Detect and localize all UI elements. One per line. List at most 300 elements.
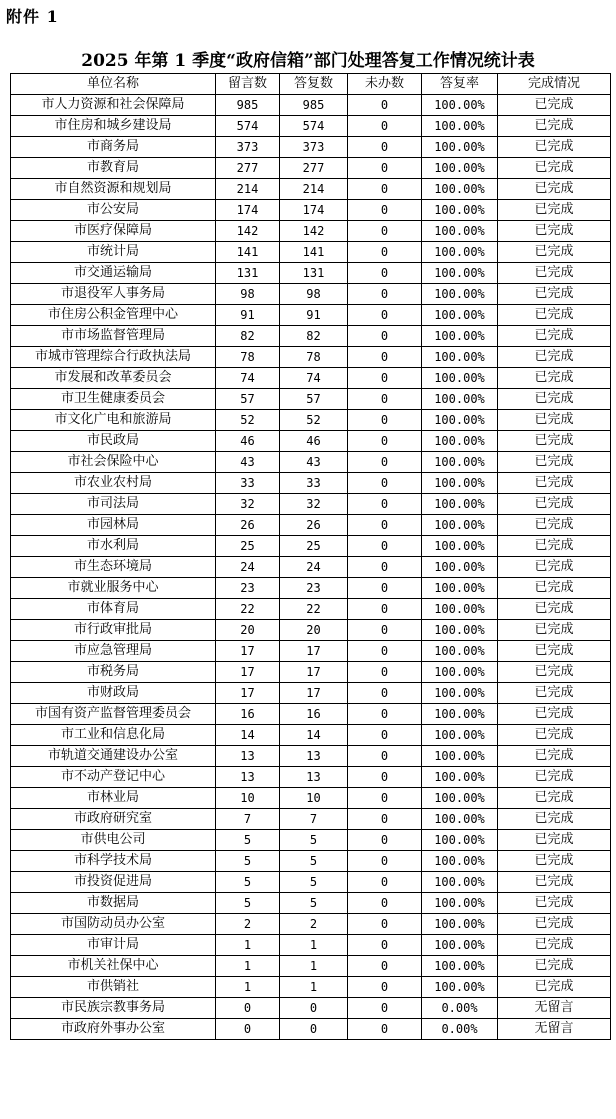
reply-count-cell: 1 [280,977,348,998]
message-count-cell: 574 [216,116,280,137]
pending-count-cell: 0 [348,998,422,1019]
completion-status-cell: 已完成 [498,683,611,704]
reply-rate-cell: 100.00% [422,263,498,284]
message-count-cell: 20 [216,620,280,641]
unit-name-cell: 市司法局 [11,494,216,515]
header-unit-name: 单位名称 [11,74,216,95]
pending-count-cell: 0 [348,641,422,662]
document-title: 2025 年第 1 季度“政府信箱”部门处理答复工作情况统计表 [81,51,535,71]
reply-count-cell: 91 [280,305,348,326]
pending-count-cell: 0 [348,956,422,977]
message-count-cell: 23 [216,578,280,599]
header-completion-status: 完成情况 [498,74,611,95]
reply-count-cell: 5 [280,893,348,914]
table-row [11,641,611,662]
pending-count-cell: 0 [348,284,422,305]
unit-name-cell: 市就业服务中心 [11,578,216,599]
completion-status-cell: 已完成 [498,137,611,158]
reply-rate-cell: 100.00% [422,389,498,410]
unit-name-cell: 市审计局 [11,935,216,956]
completion-status-cell: 已完成 [498,326,611,347]
pending-count-cell: 0 [348,242,422,263]
table-row [11,368,611,389]
table-row [11,683,611,704]
completion-status-cell: 已完成 [498,179,611,200]
reply-rate-cell: 100.00% [422,977,498,998]
table-row [11,137,611,158]
reply-rate-cell: 100.00% [422,368,498,389]
unit-name-cell: 市税务局 [11,662,216,683]
table-row [11,389,611,410]
message-count-cell: 82 [216,326,280,347]
table-row [11,662,611,683]
pending-count-cell: 0 [348,872,422,893]
message-count-cell: 0 [216,998,280,1019]
table-row [11,578,611,599]
statistics-table [10,73,611,1040]
unit-name-cell: 市生态环境局 [11,557,216,578]
message-count-cell: 17 [216,662,280,683]
reply-rate-cell: 100.00% [422,914,498,935]
message-count-cell: 1 [216,956,280,977]
completion-status-cell: 无留言 [498,998,611,1019]
completion-status-cell: 已完成 [498,725,611,746]
table-row [11,788,611,809]
message-count-cell: 373 [216,137,280,158]
pending-count-cell: 0 [348,494,422,515]
table-row [11,599,611,620]
completion-status-cell: 已完成 [498,935,611,956]
pending-count-cell: 0 [348,620,422,641]
unit-name-cell: 市民政局 [11,431,216,452]
message-count-cell: 98 [216,284,280,305]
completion-status-cell: 已完成 [498,767,611,788]
unit-name-cell: 市应急管理局 [11,641,216,662]
completion-status-cell: 已完成 [498,578,611,599]
message-count-cell: 5 [216,830,280,851]
table-row [11,158,611,179]
reply-count-cell: 78 [280,347,348,368]
message-count-cell: 32 [216,494,280,515]
completion-status-cell: 已完成 [498,956,611,977]
completion-status-cell: 已完成 [498,536,611,557]
unit-name-cell: 市工业和信息化局 [11,725,216,746]
reply-rate-cell: 100.00% [422,662,498,683]
reply-rate-cell: 100.00% [422,200,498,221]
unit-name-cell: 市财政局 [11,683,216,704]
reply-rate-cell: 100.00% [422,410,498,431]
unit-name-cell: 市体育局 [11,599,216,620]
unit-name-cell: 市投资促进局 [11,872,216,893]
reply-rate-cell: 100.00% [422,935,498,956]
message-count-cell: 1 [216,977,280,998]
unit-name-cell: 市政府研究室 [11,809,216,830]
pending-count-cell: 0 [348,368,422,389]
pending-count-cell: 0 [348,158,422,179]
pending-count-cell: 0 [348,95,422,116]
table-row [11,536,611,557]
message-count-cell: 142 [216,221,280,242]
table-row [11,494,611,515]
completion-status-cell: 无留言 [498,1019,611,1040]
completion-status-cell: 已完成 [498,410,611,431]
reply-count-cell: 17 [280,683,348,704]
completion-status-cell: 已完成 [498,368,611,389]
reply-rate-cell: 100.00% [422,515,498,536]
message-count-cell: 57 [216,389,280,410]
completion-status-cell: 已完成 [498,221,611,242]
unit-name-cell: 市城市管理综合行政执法局 [11,347,216,368]
table-row [11,935,611,956]
reply-rate-cell: 0.00% [422,998,498,1019]
message-count-cell: 25 [216,536,280,557]
message-count-cell: 24 [216,557,280,578]
reply-rate-cell: 100.00% [422,116,498,137]
completion-status-cell: 已完成 [498,809,611,830]
completion-status-cell: 已完成 [498,620,611,641]
message-count-cell: 16 [216,704,280,725]
pending-count-cell: 0 [348,1019,422,1040]
reply-count-cell: 25 [280,536,348,557]
reply-count-cell: 373 [280,137,348,158]
completion-status-cell: 已完成 [498,494,611,515]
unit-name-cell: 市住房和城乡建设局 [11,116,216,137]
pending-count-cell: 0 [348,788,422,809]
pending-count-cell: 0 [348,725,422,746]
pending-count-cell: 0 [348,599,422,620]
header-pending-count: 未办数 [348,74,422,95]
reply-count-cell: 0 [280,998,348,1019]
message-count-cell: 26 [216,515,280,536]
message-count-cell: 10 [216,788,280,809]
reply-count-cell: 20 [280,620,348,641]
reply-rate-cell: 100.00% [422,305,498,326]
completion-status-cell: 已完成 [498,830,611,851]
unit-name-cell: 市医疗保障局 [11,221,216,242]
unit-name-cell: 市卫生健康委员会 [11,389,216,410]
pending-count-cell: 0 [348,452,422,473]
completion-status-cell: 已完成 [498,452,611,473]
completion-status-cell: 已完成 [498,515,611,536]
reply-count-cell: 17 [280,662,348,683]
unit-name-cell: 市国防动员办公室 [11,914,216,935]
pending-count-cell: 0 [348,830,422,851]
pending-count-cell: 0 [348,767,422,788]
pending-count-cell: 0 [348,536,422,557]
table-row [11,767,611,788]
reply-count-cell: 82 [280,326,348,347]
reply-rate-cell: 100.00% [422,578,498,599]
reply-rate-cell: 100.00% [422,242,498,263]
message-count-cell: 17 [216,641,280,662]
reply-rate-cell: 100.00% [422,704,498,725]
message-count-cell: 46 [216,431,280,452]
reply-count-cell: 7 [280,809,348,830]
table-row [11,452,611,473]
message-count-cell: 214 [216,179,280,200]
table-header-row [11,74,611,95]
message-count-cell: 5 [216,893,280,914]
pending-count-cell: 0 [348,578,422,599]
pending-count-cell: 0 [348,683,422,704]
pending-count-cell: 0 [348,431,422,452]
reply-rate-cell: 100.00% [422,683,498,704]
completion-status-cell: 已完成 [498,893,611,914]
reply-count-cell: 5 [280,872,348,893]
message-count-cell: 5 [216,872,280,893]
reply-count-cell: 57 [280,389,348,410]
completion-status-cell: 已完成 [498,473,611,494]
reply-count-cell: 43 [280,452,348,473]
unit-name-cell: 市数据局 [11,893,216,914]
reply-rate-cell: 100.00% [422,746,498,767]
unit-name-cell: 市水利局 [11,536,216,557]
unit-name-cell: 市发展和改革委员会 [11,368,216,389]
unit-name-cell: 市农业农村局 [11,473,216,494]
message-count-cell: 1 [216,935,280,956]
message-count-cell: 141 [216,242,280,263]
completion-status-cell: 已完成 [498,431,611,452]
reply-rate-cell: 100.00% [422,431,498,452]
pending-count-cell: 0 [348,137,422,158]
reply-count-cell: 13 [280,746,348,767]
reply-rate-cell: 100.00% [422,536,498,557]
message-count-cell: 14 [216,725,280,746]
reply-rate-cell: 100.00% [422,137,498,158]
reply-count-cell: 98 [280,284,348,305]
reply-count-cell: 277 [280,158,348,179]
completion-status-cell: 已完成 [498,389,611,410]
reply-rate-cell: 100.00% [422,179,498,200]
pending-count-cell: 0 [348,704,422,725]
reply-rate-cell: 100.00% [422,893,498,914]
pending-count-cell: 0 [348,305,422,326]
table-row [11,263,611,284]
reply-count-cell: 13 [280,767,348,788]
message-count-cell: 43 [216,452,280,473]
completion-status-cell: 已完成 [498,872,611,893]
completion-status-cell: 已完成 [498,305,611,326]
table-row [11,326,611,347]
reply-count-cell: 1 [280,935,348,956]
table-row [11,893,611,914]
completion-status-cell: 已完成 [498,557,611,578]
completion-status-cell: 已完成 [498,284,611,305]
reply-count-cell: 5 [280,851,348,872]
message-count-cell: 91 [216,305,280,326]
reply-count-cell: 33 [280,473,348,494]
reply-rate-cell: 100.00% [422,851,498,872]
reply-count-cell: 46 [280,431,348,452]
pending-count-cell: 0 [348,326,422,347]
reply-count-cell: 23 [280,578,348,599]
message-count-cell: 74 [216,368,280,389]
unit-name-cell: 市退役军人事务局 [11,284,216,305]
unit-name-cell: 市商务局 [11,137,216,158]
table-row [11,809,611,830]
reply-rate-cell: 0.00% [422,1019,498,1040]
table-row [11,305,611,326]
reply-rate-cell: 100.00% [422,599,498,620]
completion-status-cell: 已完成 [498,662,611,683]
reply-count-cell: 142 [280,221,348,242]
table-row [11,1019,611,1040]
completion-status-cell: 已完成 [498,851,611,872]
completion-status-cell: 已完成 [498,200,611,221]
reply-rate-cell: 100.00% [422,284,498,305]
unit-name-cell: 市轨道交通建设办公室 [11,746,216,767]
table-row [11,830,611,851]
pending-count-cell: 0 [348,746,422,767]
pending-count-cell: 0 [348,263,422,284]
reply-count-cell: 5 [280,830,348,851]
pending-count-cell: 0 [348,977,422,998]
pending-count-cell: 0 [348,935,422,956]
unit-name-cell: 市交通运输局 [11,263,216,284]
table-row [11,872,611,893]
reply-count-cell: 74 [280,368,348,389]
unit-name-cell: 市林业局 [11,788,216,809]
pending-count-cell: 0 [348,200,422,221]
message-count-cell: 13 [216,746,280,767]
pending-count-cell: 0 [348,809,422,830]
reply-count-cell: 214 [280,179,348,200]
table-row [11,704,611,725]
header-reply-count: 答复数 [280,74,348,95]
reply-rate-cell: 100.00% [422,767,498,788]
unit-name-cell: 市行政审批局 [11,620,216,641]
message-count-cell: 13 [216,767,280,788]
table-row [11,620,611,641]
reply-count-cell: 131 [280,263,348,284]
unit-name-cell: 市统计局 [11,242,216,263]
unit-name-cell: 市科学技术局 [11,851,216,872]
message-count-cell: 7 [216,809,280,830]
unit-name-cell: 市不动产登记中心 [11,767,216,788]
pending-count-cell: 0 [348,179,422,200]
reply-rate-cell: 100.00% [422,956,498,977]
table-row [11,557,611,578]
reply-rate-cell: 100.00% [422,641,498,662]
reply-rate-cell: 100.00% [422,620,498,641]
unit-name-cell: 市社会保险中心 [11,452,216,473]
pending-count-cell: 0 [348,557,422,578]
reply-count-cell: 10 [280,788,348,809]
unit-name-cell: 市自然资源和规划局 [11,179,216,200]
pending-count-cell: 0 [348,914,422,935]
message-count-cell: 174 [216,200,280,221]
reply-rate-cell: 100.00% [422,809,498,830]
pending-count-cell: 0 [348,893,422,914]
unit-name-cell: 市机关社保中心 [11,956,216,977]
pending-count-cell: 0 [348,662,422,683]
message-count-cell: 78 [216,347,280,368]
header-message-count: 留言数 [216,74,280,95]
reply-rate-cell: 100.00% [422,494,498,515]
table-row [11,851,611,872]
reply-count-cell: 22 [280,599,348,620]
table-row [11,95,611,116]
reply-count-cell: 574 [280,116,348,137]
reply-count-cell: 14 [280,725,348,746]
reply-count-cell: 17 [280,641,348,662]
message-count-cell: 985 [216,95,280,116]
table-row [11,221,611,242]
message-count-cell: 277 [216,158,280,179]
reply-count-cell: 2 [280,914,348,935]
table-row [11,998,611,1019]
completion-status-cell: 已完成 [498,977,611,998]
completion-status-cell: 已完成 [498,263,611,284]
completion-status-cell: 已完成 [498,242,611,263]
table-row [11,410,611,431]
completion-status-cell: 已完成 [498,158,611,179]
message-count-cell: 5 [216,851,280,872]
reply-rate-cell: 100.00% [422,347,498,368]
message-count-cell: 0 [216,1019,280,1040]
completion-status-cell: 已完成 [498,116,611,137]
attachment-label: 附件 1 [6,7,59,26]
table-row [11,431,611,452]
reply-count-cell: 24 [280,557,348,578]
reply-rate-cell: 100.00% [422,326,498,347]
table-row [11,116,611,137]
unit-name-cell: 市市场监督管理局 [11,326,216,347]
table-row [11,284,611,305]
reply-count-cell: 16 [280,704,348,725]
unit-name-cell: 市供电公司 [11,830,216,851]
unit-name-cell: 市园林局 [11,515,216,536]
table-row [11,347,611,368]
pending-count-cell: 0 [348,347,422,368]
pending-count-cell: 0 [348,473,422,494]
completion-status-cell: 已完成 [498,788,611,809]
reply-count-cell: 32 [280,494,348,515]
table-row [11,515,611,536]
reply-rate-cell: 100.00% [422,557,498,578]
unit-name-cell: 市人力资源和社会保障局 [11,95,216,116]
unit-name-cell: 市政府外事办公室 [11,1019,216,1040]
reply-rate-cell: 100.00% [422,158,498,179]
reply-count-cell: 174 [280,200,348,221]
unit-name-cell: 市国有资产监督管理委员会 [11,704,216,725]
header-reply-rate: 答复率 [422,74,498,95]
table-row [11,914,611,935]
message-count-cell: 17 [216,683,280,704]
reply-count-cell: 141 [280,242,348,263]
completion-status-cell: 已完成 [498,641,611,662]
reply-count-cell: 52 [280,410,348,431]
table-row [11,977,611,998]
message-count-cell: 52 [216,410,280,431]
completion-status-cell: 已完成 [498,347,611,368]
unit-name-cell: 市文化广电和旅游局 [11,410,216,431]
table-row [11,725,611,746]
completion-status-cell: 已完成 [498,746,611,767]
pending-count-cell: 0 [348,851,422,872]
completion-status-cell: 已完成 [498,914,611,935]
pending-count-cell: 0 [348,515,422,536]
reply-count-cell: 0 [280,1019,348,1040]
reply-rate-cell: 100.00% [422,830,498,851]
unit-name-cell: 市住房公积金管理中心 [11,305,216,326]
pending-count-cell: 0 [348,389,422,410]
table-row [11,242,611,263]
unit-name-cell: 市教育局 [11,158,216,179]
reply-count-cell: 985 [280,95,348,116]
table-row [11,473,611,494]
table-row [11,200,611,221]
